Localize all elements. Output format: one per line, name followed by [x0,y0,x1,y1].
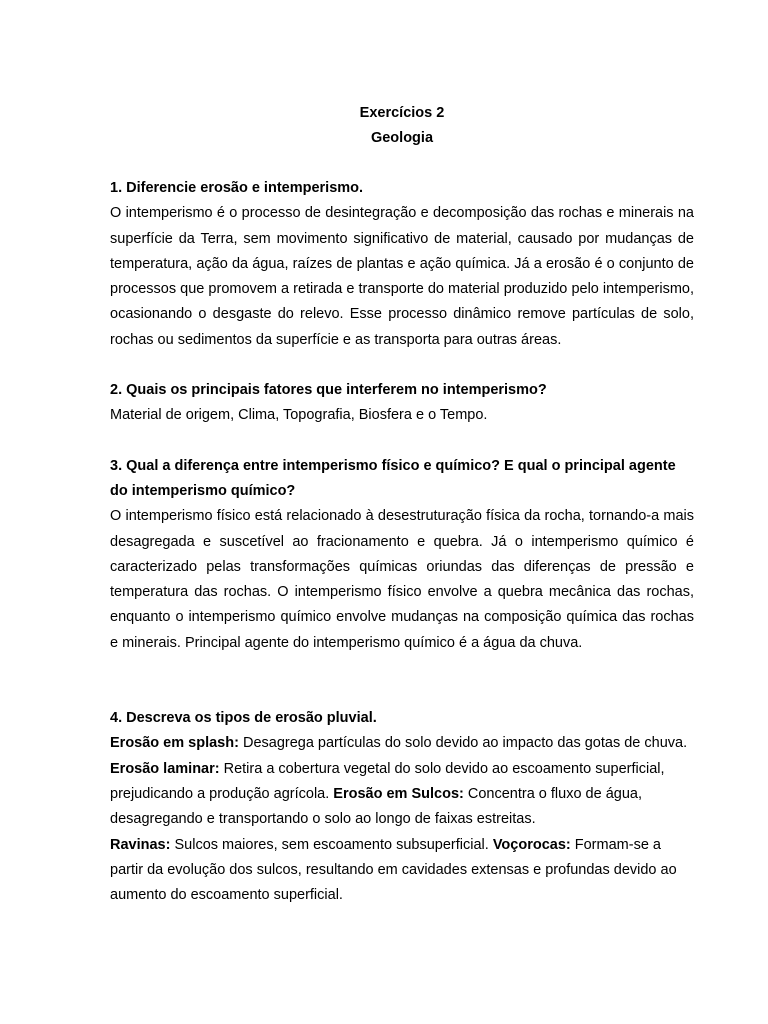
question-4 [110,706,694,908]
desc-ravinas: Sulcos maiores, sem escoamento subsuperficial. [170,836,493,853]
question-3 [110,454,694,656]
term-erosao-sulcos: Erosão em Sulcos: [333,785,464,802]
spacer [110,353,694,378]
desc-erosao-laminar: Retira a cobertura vegetal do solo devido ao escoamento superficial, prejudicando a produção agrícola. [110,760,665,802]
question-3-heading: 3. Qual a diferença entre intemperismo físico e químico? E qual o principal agente do intemperismo químico? [110,457,676,499]
document-subtitle: Geologia [370,130,434,146]
desc-vocorocas: Formam-se a partir da evolução dos sulcos, resultando em cavidades extensas e profundas devido ao aumento do escoamento superficial. [110,836,677,904]
question-1-heading: 1. Diferencie erosão e intemperismo. [110,180,364,196]
desc-erosao-splash: Desagrega partículas do solo devido ao impacto das gotas de chuva. [238,735,688,752]
question-4-heading: 4. Descreva os tipos de erosão pluvial. [110,710,377,727]
term-erosao-splash: Erosão em splash: [110,735,239,752]
question-2-heading: 2. Quais os principais fatores que interferem no intemperismo? [110,382,547,399]
question-4-answer [110,731,694,832]
desc-erosao-sulcos: Concentra o fluxo de água, desagregando e transportando o solo ao longo de faixas estreitas. [110,785,642,828]
question-4-answer-continued [110,833,694,909]
document-title: Exercícios 2 [359,105,445,121]
spacer [110,429,694,454]
question-1-answer: O intemperismo é o processo de desintegração e decomposição das rochas e minerais na superfície da Terra, sem movimento significativo de material, causado por mudanças de temperatura, ação da água, raízes de plantas e ação química. Já a erosão é o conjunto de processos que promovem a retirada e transporte do material produzido pelo intemperismo, ocasionando o desgaste do relevo. Esse processo dinâmico remove partículas de solo, rochas ou sedimentos da superfície e as transporta para outras áreas. [110,205,694,348]
term-erosao-laminar: Erosão laminar: [110,760,220,777]
spacer [110,151,694,176]
term-vocorocas: Voçorocas: [492,836,571,853]
term-ravinas: Ravinas: [110,836,171,853]
question-2 [110,378,694,429]
spacer [110,656,694,706]
question-3-answer: O intemperismo físico está relacionado à desestruturação física da rocha, tornando-a mais desagregada e suscetível ao fracionamento e quebra. Já o intemperismo químico é caracterizado pelas transformações químicas oriundas das diferenças de pressão e temperatura das rochas. O intemperismo físico envolve a quebra mecânica das rochas, enquanto o intemperismo químico envolve mudanças na composição química das rochas e minerais. Principal agente do intemperismo químico é a água da chuva. [110,508,694,651]
question-2-answer: Material de origem, Clima, Topografia, Biosfera e o Tempo. [110,407,488,424]
question-1 [110,176,694,353]
